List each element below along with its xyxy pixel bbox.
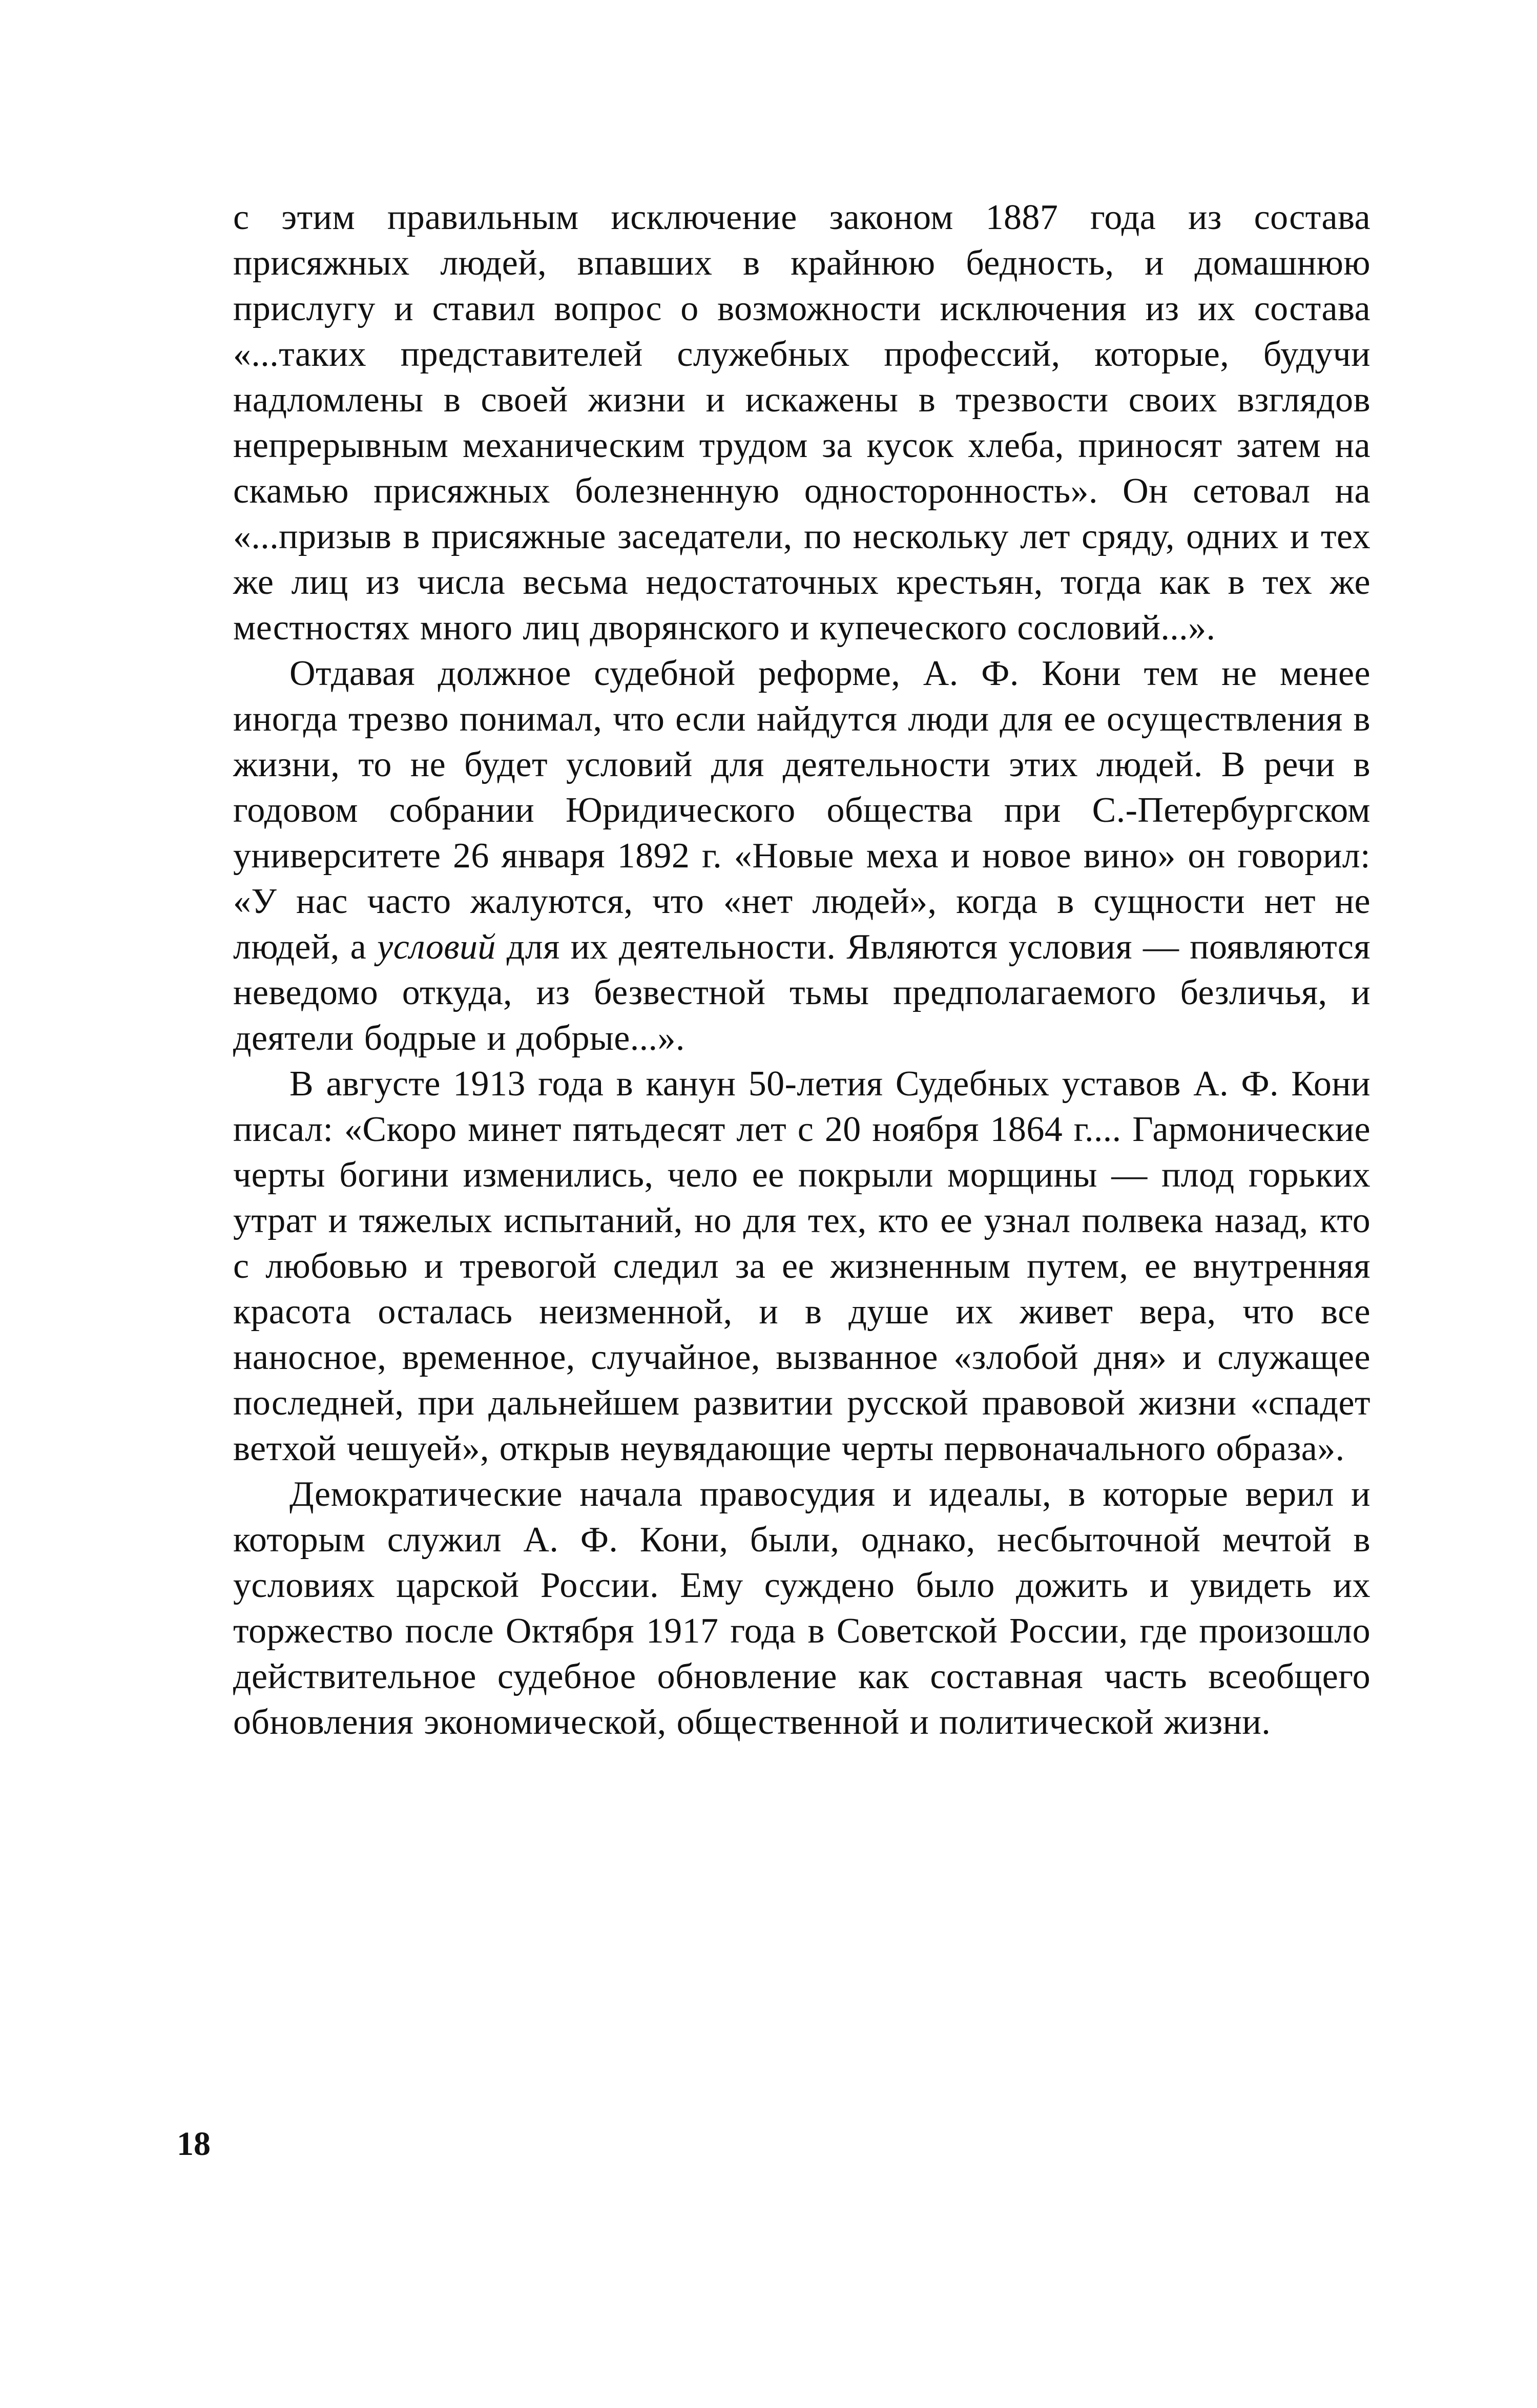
- paragraph-2-emphasis: условий: [377, 927, 496, 967]
- paragraph-1-text: с этим правильным исключение законом 1887 года из состава присяжных людей, впавших в крайнюю бедность, и домашнюю прислугу и ставил вопрос о возможности исключения из их состава «...таких представителей служебных профессий, которые, будучи надломлены в своей жизни и искажены в трезвости своих взглядов непрерывным механическим трудом за кусок хлеба, приносят затем на скамью присяжных болезненную односторонность». Он сетовал на «...призыв в присяжные заседатели, по нескольку лет сряду, одних и тех же лиц из числа весьма недостаточных крестьян, тогда как в тех же местностях много лиц дворянского и купеческого сословий...».: [233, 198, 1370, 648]
- paragraph-4: [233, 1471, 1370, 1745]
- body-text: [233, 195, 1370, 1745]
- paragraph-3: [233, 1061, 1370, 1471]
- paragraph-3-text: В августе 1913 года в канун 50-летия Судебных уставов А. Ф. Кони писал: «Скоро минет пятьдесят лет с 20 ноября 1864 г.... Гармонические черты богини изменились, чело ее покрыли морщины — плод горьких утрат и тяжелых испытаний, но для тех, кто ее узнал полвека назад, кто с любовью и тревогой следил за ее жизненным путем, ее внутренняя красота осталась неизменной, и в душе их живет вера, что все наносное, временное, случайное, вызванное «злобой дня» и служащее последней, при дальнейшем развитии русской правовой жизни «спадет ветхой чешуей», открыв неувядающие черты первоначального образа».: [233, 1064, 1370, 1468]
- page-number: 18: [177, 2125, 211, 2163]
- paragraph-2-text-start: Отдавая должное судебной реформе, А. Ф. Кони тем не менее иногда трезво понимал, что если найдутся люди для ее осуществления в жизни, то не будет условий для деятельности этих людей. В речи в годовом собрании Юридического общества при С.-Петербургском университете 26 января 1892 г. «Новые меха и новое вино» он говорил: «У нас часто жалуются, что «нет людей», когда в сущности нет не людей, а: [233, 654, 1370, 967]
- paragraph-1: [233, 195, 1370, 651]
- paragraph-4-text: Демократические начала правосудия и идеалы, в которые верил и которым служил А. Ф. Кони, были, однако, несбыточной мечтой в условиях царской России. Ему суждено было дожить и увидеть их торжество после Октября 1917 года в Советской России, где произошло действительное судебное обновление как составная часть всеобщего обновления экономической, общественной и политической жизни.: [233, 1475, 1370, 1742]
- paragraph-2: [233, 651, 1370, 1061]
- paragraph-2-text-end: для их деятельности. Являются условия — появляются неведомо откуда, из безвестной тьмы предполагаемого безличья, и деятели бодрые и добрые...».: [233, 927, 1370, 1058]
